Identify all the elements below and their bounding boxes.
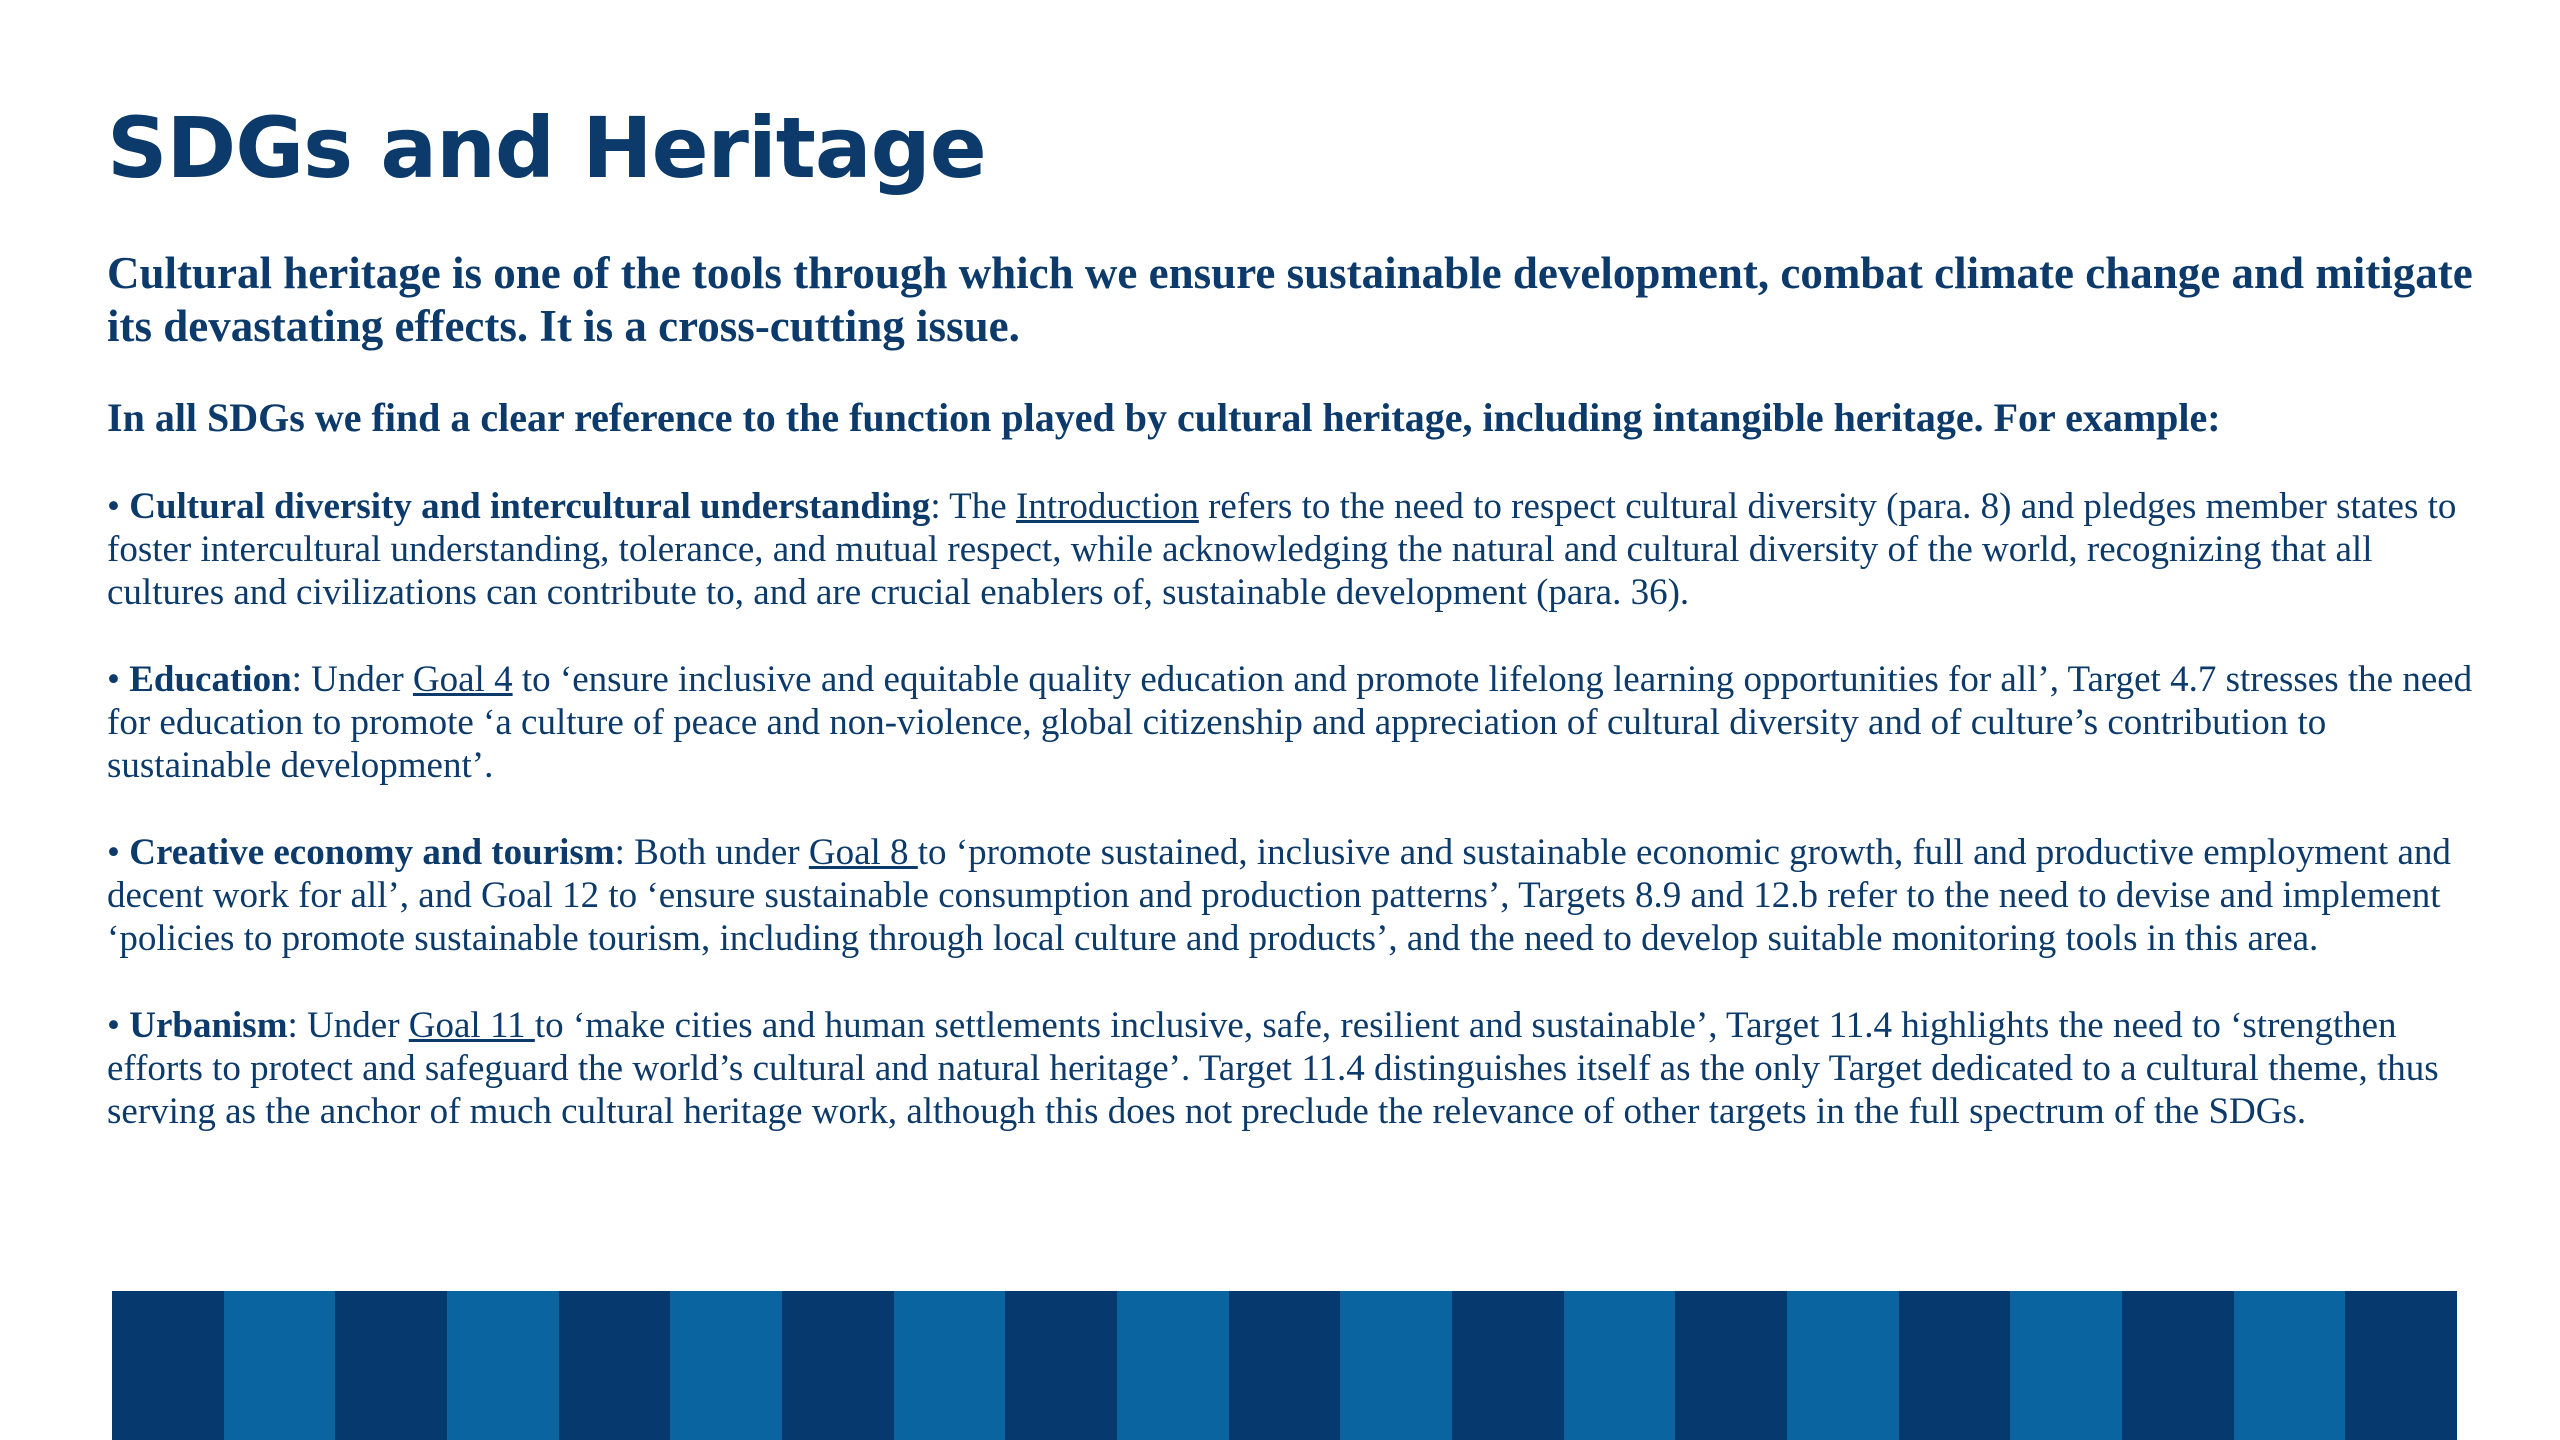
page-title: SDGs and Heritage [107,99,986,197]
goal-4-link[interactable]: Goal 4 [412,659,513,700]
stripe [1117,1291,1229,1440]
bullet-cultural-diversity [107,485,2477,614]
bullet-text: : The [930,486,1016,527]
stripe [447,1291,559,1440]
bullet-heading: Cultural diversity and intercultural understanding [129,486,931,527]
stripe [1452,1291,1564,1440]
stripe [559,1291,671,1440]
goal-8-link[interactable]: Goal 8 [808,832,918,873]
stripe [1564,1291,1676,1440]
goal-11-link[interactable]: Goal 11 [408,1005,535,1046]
bullet-text: refers to the need to respect cultural diversity (para. 8) and pledges member states to foster intercultural understanding, tolerance, and mutual respect, while acknowledging the natural and cultural diversity of the world, recognizing that all cultures and civilizations can contribute to, and are crucial enablers of, sustainable development (para. 36). [107,486,2457,613]
stripe [2010,1291,2122,1440]
stripe [1005,1291,1117,1440]
stripe [2122,1291,2234,1440]
slide-body [107,247,2477,1133]
bullet-urbanism [107,1004,2477,1133]
bullet-heading: Creative economy and tourism [129,832,615,873]
bullet-marker: • [107,832,130,873]
stripe [224,1291,336,1440]
bullet-text: to ‘ensure inclusive and equitable quality education and promote lifelong learning opportunities for all’, Target 4.7 stresses the need for education to promote ‘a culture of peace and non-violence, global citizenship and appreciation of cultural diversity and of culture’s contribution to sustainable development’. [107,659,2473,786]
bullet-text: to ‘promote sustained, inclusive and sustainable economic growth, full and productive employment and decent work for all’, and Goal 12 to ‘ensure sustainable consumption and production patterns’, Targets 8.9 and 12.b refer to the need to devise and implement ‘policies to promote sustainable tourism, including through local culture and products’, and the need to develop suitable monitoring tools in this area. [107,832,2451,959]
stripe [2234,1291,2346,1440]
stripe [112,1291,224,1440]
bullet-marker: • [107,1005,130,1046]
bullet-marker: • [107,659,130,700]
lead-paragraph: Cultural heritage is one of the tools through which we ensure sustainable development, combat climate change and mitigate its devastating effects. It is a cross-cutting issue. [107,248,2473,351]
bullet-text: : Under [287,1005,409,1046]
stripe [1340,1291,1452,1440]
stripe [894,1291,1006,1440]
bullet-education [107,658,2477,787]
stripe [1787,1291,1899,1440]
bullet-text: : Both under [614,832,809,873]
bullet-heading: Education [129,659,292,700]
bullet-text: to ‘make cities and human settlements inclusive, safe, resilient and sustainable’, Target 11.4 highlights the need to ‘strengthen efforts to protect and safeguard the world’s cultural and natural heritage’. Target 11.4 distinguishes itself as the only Target dedicated to a cultural theme, thus serving as the anchor of much cultural heritage work, although this does not preclude the relevance of other targets in the full spectrum of the SDGs. [107,1005,2439,1132]
stripe [335,1291,447,1440]
bullet-marker: • [107,486,130,527]
bullet-creative-economy [107,831,2477,960]
intro-paragraph: In all SDGs we find a clear reference to the function played by cultural heritage, including intangible heritage. For example: [107,395,2221,440]
introduction-link[interactable]: Introduction [1015,486,1199,527]
stripe [1229,1291,1341,1440]
decorative-stripe-band [112,1291,2457,1440]
stripe [1675,1291,1787,1440]
stripe [782,1291,894,1440]
bullet-text: : Under [291,659,413,700]
stripe [2345,1291,2457,1440]
stripe [1899,1291,2011,1440]
bullet-heading: Urbanism [129,1005,288,1046]
stripe [670,1291,782,1440]
